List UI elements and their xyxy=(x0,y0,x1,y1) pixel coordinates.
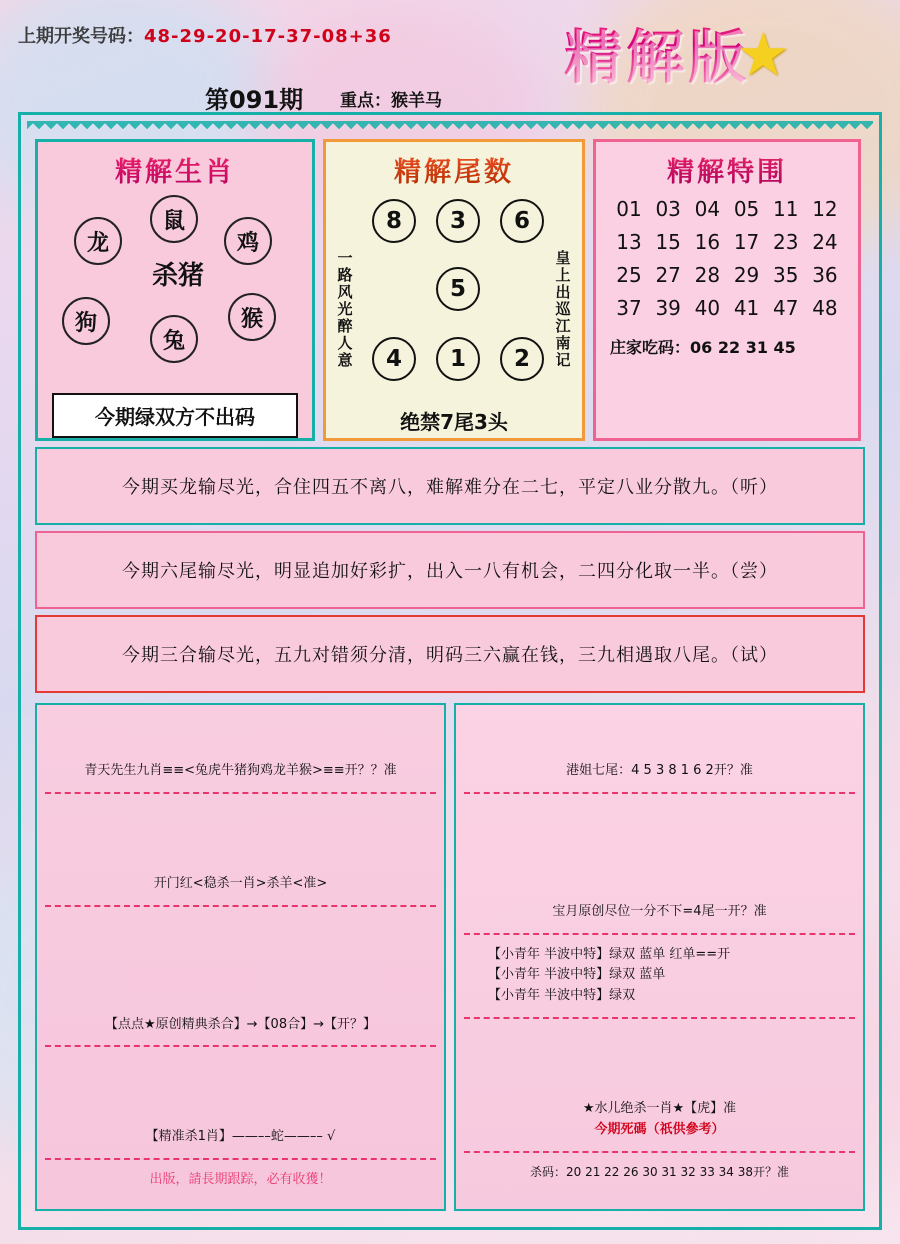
zodiac-note: 今期绿双方不出码 xyxy=(52,393,298,438)
panel-zodiac-title: 精解生肖 xyxy=(38,142,312,189)
bottom-columns xyxy=(27,699,873,1211)
special-number: 37 xyxy=(616,296,642,320)
right-entry-1: 港姐七尾：4 5 3 8 1 6 2开？准 xyxy=(566,763,753,778)
dashed-divider xyxy=(45,1158,436,1160)
dashed-divider xyxy=(45,1045,436,1047)
zigzag-divider xyxy=(27,121,873,133)
dashed-divider xyxy=(464,1017,855,1019)
special-number: 04 xyxy=(694,197,721,221)
special-number: 11 xyxy=(773,197,799,221)
tail-number: 1 xyxy=(436,337,480,381)
special-number: 05 xyxy=(733,197,760,221)
focus-value: 猴羊马 xyxy=(391,91,442,111)
previous-draw-label: 上期开奖号码： xyxy=(18,26,144,47)
issue-number: 第091期 xyxy=(205,86,304,114)
special-number: 40 xyxy=(694,296,721,320)
banker-numbers: 06 22 31 45 xyxy=(690,338,796,357)
tail-right-text: 皇上出巡江南记 xyxy=(553,249,572,369)
left-footer: 出版，請長期跟踪，必有收獲！ xyxy=(149,1172,332,1188)
zodiac-circle: 龙 xyxy=(74,217,122,265)
right-entry-2: 宝月原创尽位一分不下=4尾一开？准 xyxy=(552,903,767,919)
verse-list xyxy=(27,441,873,693)
verse-item: 今期六尾输尽光，明显追加好彩扩，出入一八有机会，二四分化取一半。（尝） xyxy=(35,531,865,609)
dashed-divider xyxy=(464,792,855,794)
left-entry-2: 开门红<稳杀一肖>杀羊<准> xyxy=(153,875,328,891)
banker-line xyxy=(596,329,858,358)
panel-tail xyxy=(323,139,585,441)
special-number: 39 xyxy=(655,296,681,320)
special-number: 16 xyxy=(694,230,721,254)
focus-line xyxy=(340,86,442,111)
panel-special xyxy=(593,139,861,441)
special-number: 41 xyxy=(733,296,760,320)
special-number: 35 xyxy=(773,263,799,287)
special-number-row xyxy=(610,230,844,254)
special-number: 47 xyxy=(773,296,799,320)
star-icon: ★ xyxy=(736,20,790,90)
special-number-row xyxy=(610,197,844,221)
special-number-row xyxy=(610,263,844,287)
right-entry-6: ★水儿绝杀一肖★【虎】准 xyxy=(582,1100,737,1116)
left-entry-4: 【精准杀1肖】——––蛇——–– √ xyxy=(145,1129,336,1145)
special-number: 13 xyxy=(616,230,642,254)
zodiac-circle: 兔 xyxy=(150,315,198,363)
special-number: 28 xyxy=(694,263,721,287)
previous-draw xyxy=(18,22,392,48)
right-entry-3: 【小青年 半波中特】绿双 蓝单 红单==开 xyxy=(488,946,731,962)
tail-number: 2 xyxy=(500,337,544,381)
panel-tail-title: 精解尾数 xyxy=(326,142,582,189)
tail-number-cluster xyxy=(358,189,550,434)
special-number: 27 xyxy=(655,263,681,287)
zodiac-circle: 鼠 xyxy=(150,195,198,243)
special-number: 24 xyxy=(812,230,838,254)
previous-draw-numbers: 48-29-20-17-37-08+36 xyxy=(144,26,392,47)
verse-item: 今期买龙输尽光，合住四五不离八，难解难分在二七，平定八业分散九。（听） xyxy=(35,447,865,525)
special-number-row xyxy=(610,296,844,320)
zodiac-circle: 狗 xyxy=(62,297,110,345)
dashed-divider xyxy=(45,905,436,907)
dashed-divider xyxy=(464,933,855,935)
special-number: 23 xyxy=(773,230,799,254)
tail-note: 绝禁7尾3头 xyxy=(400,410,508,434)
zodiac-middle-text: 杀猪 xyxy=(151,261,204,291)
brand-title: 精解版 xyxy=(564,10,750,94)
bottom-right-column xyxy=(454,703,865,1211)
special-number: 01 xyxy=(616,197,642,221)
right-entry-5: 【小青年 半波中特】绿双 xyxy=(488,988,636,1004)
special-number: 12 xyxy=(812,197,838,221)
zodiac-circles xyxy=(38,193,312,393)
special-number: 17 xyxy=(733,230,760,254)
panel-zodiac xyxy=(35,139,315,441)
left-entry-3: 【点点★原创精典杀合】→【08合】→【开？】 xyxy=(105,1016,376,1032)
dashed-divider xyxy=(45,792,436,794)
special-number: 03 xyxy=(655,197,681,221)
special-number: 29 xyxy=(733,263,760,287)
left-entry-1: 青天先生九肖≡≡<兔虎牛猪狗鸡龙羊猴>≡≡开？？准 xyxy=(84,763,397,778)
tail-number: 8 xyxy=(372,199,416,243)
tail-number: 5 xyxy=(436,267,480,311)
tail-left-text: 一路风光醉人意 xyxy=(335,249,354,369)
dashed-divider xyxy=(464,1151,855,1153)
tail-number: 4 xyxy=(372,337,416,381)
special-number-grid xyxy=(596,189,858,320)
right-entry-7: 今期死碼（祇供參考） xyxy=(594,1121,725,1137)
banker-label: 庄家吃码： xyxy=(610,338,691,357)
tail-number: 3 xyxy=(436,199,480,243)
zodiac-circle: 猴 xyxy=(228,293,276,341)
special-number: 15 xyxy=(655,230,681,254)
right-entry-4: 【小青年 半波中特】绿双 蓝单 xyxy=(488,967,666,983)
bottom-left-column xyxy=(35,703,446,1211)
zodiac-circle: 鸡 xyxy=(224,217,272,265)
main-board xyxy=(18,112,882,1230)
verse-item: 今期三合输尽光，五九对错须分清，明码三六赢在钱，三九相遇取八尾。（试） xyxy=(35,615,865,693)
special-number: 36 xyxy=(812,263,838,287)
special-number: 48 xyxy=(812,296,838,320)
special-number: 25 xyxy=(616,263,642,287)
tail-number: 6 xyxy=(500,199,544,243)
tail-body xyxy=(326,189,582,434)
page-header xyxy=(0,0,900,118)
panels-row xyxy=(27,133,873,441)
panel-special-title: 精解特围 xyxy=(596,142,858,189)
focus-label: 重点： xyxy=(340,91,391,111)
right-entry-8: 杀码：20 21 22 26 30 31 32 33 34 38开？准 xyxy=(529,1164,790,1179)
